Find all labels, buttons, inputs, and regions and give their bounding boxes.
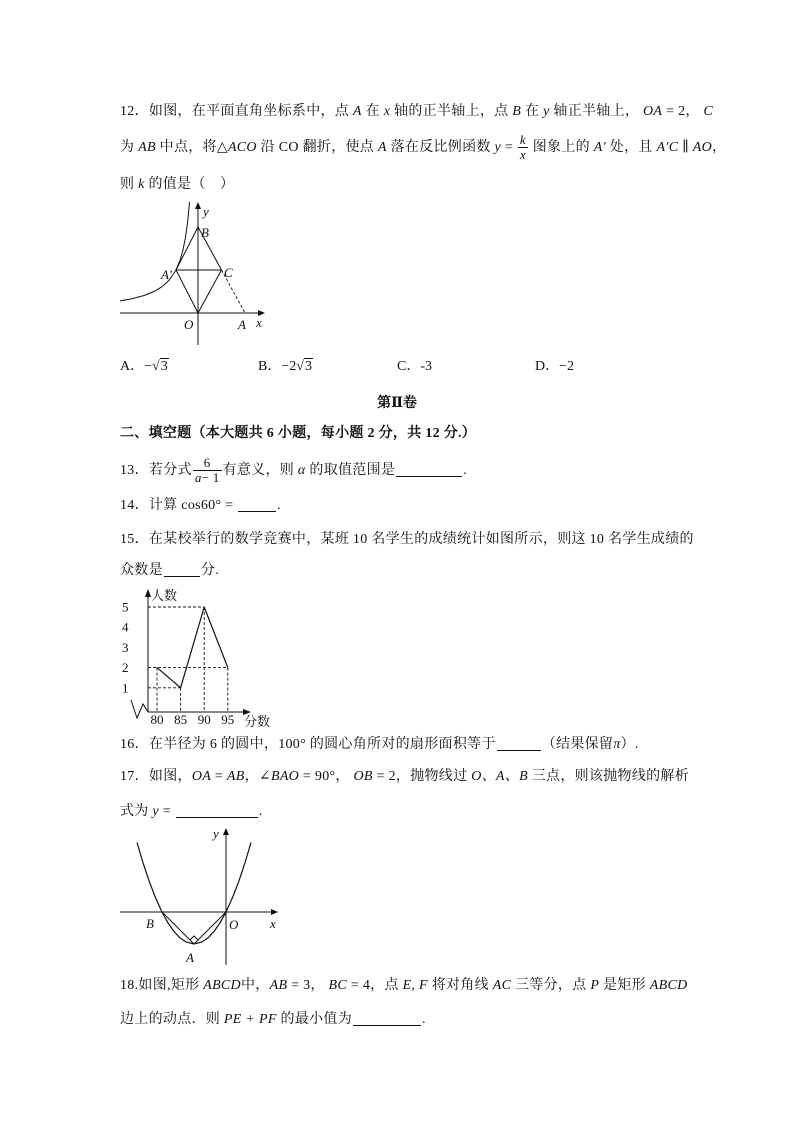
math-var: y <box>543 104 550 119</box>
question-text: 在 <box>365 104 380 119</box>
question-text: 众数是 <box>120 563 163 578</box>
question-text: ， <box>712 140 727 155</box>
math-var: a <box>194 470 202 486</box>
y-tick-label: 5 <box>122 599 129 615</box>
question-text: 轴的正半轴上，点 <box>394 104 509 119</box>
option-sign: − <box>144 359 153 374</box>
q12-line-3 <box>120 175 234 195</box>
point-a-prime-label: A′ <box>161 267 172 282</box>
right-angle-mark <box>190 936 198 940</box>
question-text: 处，且 <box>609 140 653 155</box>
math-var: ABCD <box>203 978 241 993</box>
question-text: 12．如图，在平面直角坐标系中，点 <box>120 104 350 119</box>
q18-line-1 <box>120 976 688 996</box>
angle-value: 100° <box>278 737 307 752</box>
question-text: 的最小值为 <box>280 1012 352 1027</box>
question-text: 中点，将△ <box>159 140 228 155</box>
equals-sign: = <box>504 140 514 155</box>
x-axis-label: x <box>270 916 276 931</box>
q16-line <box>120 735 639 755</box>
q17-line-1 <box>120 767 689 787</box>
q14-line <box>120 496 281 516</box>
y-tick-label: 4 <box>122 619 129 635</box>
option-label: D． <box>535 359 560 374</box>
fraction-denominator: x <box>519 147 526 163</box>
answer-blank <box>396 462 462 477</box>
math-var: α <box>297 463 306 478</box>
math-var: E, F <box>402 978 428 993</box>
question-text: 14．计算 cos60° = <box>120 498 234 513</box>
math-var: AO <box>692 140 713 155</box>
fraction-k-over-x <box>518 133 528 162</box>
q12-line-2 <box>120 133 726 163</box>
q15-line-chart <box>115 582 275 730</box>
question-text: 图象上的 <box>532 140 590 155</box>
question-text: . <box>258 804 263 819</box>
option-label: A． <box>120 359 145 374</box>
option-value: -3 <box>420 359 433 374</box>
data-segment <box>157 668 181 688</box>
answer-blank <box>353 1011 421 1026</box>
math-var: OB <box>353 769 373 784</box>
question-text: = 2，抛物线过 <box>376 769 468 784</box>
question-text: 将对角线 <box>431 978 489 993</box>
x-tick-label: 95 <box>221 712 235 727</box>
question-text: 为 <box>120 140 135 155</box>
y-axis-arrow <box>195 202 201 209</box>
math-var: ABCD <box>649 978 688 993</box>
point-a-label: A <box>238 317 246 332</box>
math-var: AC <box>492 978 512 993</box>
question-text: = 4，点 <box>350 978 399 993</box>
question-text: 18.如图,矩形 <box>120 978 200 993</box>
math-var: O、A、B <box>471 769 528 784</box>
equals-sign: = <box>162 804 171 819</box>
option-value: −2 <box>559 359 575 374</box>
point-c-label: C <box>224 265 233 280</box>
axis-break-zigzag <box>131 700 148 718</box>
y-tick-label: 1 <box>122 680 129 696</box>
math-var: BC <box>328 978 348 993</box>
question-text: ）. <box>620 737 639 752</box>
question-text: 是矩形 <box>603 978 646 993</box>
answer-blank <box>164 562 200 577</box>
question-text: 分. <box>200 563 220 578</box>
question-text: 在 <box>524 104 540 119</box>
question-text: . <box>277 498 281 513</box>
fraction-numerator: 6 <box>203 455 211 471</box>
point-a-label: A <box>186 950 194 965</box>
question-text: 16．在半径为 6 的圆中， <box>120 737 279 752</box>
math-var: PE + PF <box>223 1012 277 1027</box>
x-axis-title: 分数 <box>244 714 271 729</box>
radical-sign: √ <box>152 359 160 374</box>
option-c <box>397 357 432 377</box>
segment-a-o <box>194 912 226 944</box>
question-text: 沿 CO 翻折，使点 <box>260 140 375 155</box>
x-tick-label: 80 <box>150 712 164 727</box>
question-text: 三点，则该抛物线的解析 <box>531 769 690 784</box>
math-var: k <box>138 177 145 192</box>
option-sign: −2 <box>281 359 297 374</box>
q15-line-2 <box>120 561 219 581</box>
x-tick-label: 85 <box>174 712 188 727</box>
question-text: = 3， <box>291 978 325 993</box>
question-text: . <box>422 1012 426 1027</box>
question-text: 三等分，点 <box>515 978 587 993</box>
math-var: y <box>494 140 502 155</box>
math-var: A′C <box>656 140 679 155</box>
math-var: ACO <box>227 140 257 155</box>
hyperbola-curve <box>120 202 190 301</box>
part-title: 第Ⅱ卷 <box>377 396 417 411</box>
question-text: 17．如图， <box>120 769 192 784</box>
answer-blank <box>176 803 258 818</box>
option-a <box>120 357 169 377</box>
denominator-rest: − 1 <box>201 470 220 486</box>
segment-b-a <box>162 912 194 944</box>
y-tick-label: 2 <box>122 660 129 676</box>
data-segment <box>204 607 228 668</box>
section-title: 二、填空题（本大题共 6 小题，每小题 2 分，共 12 分.） <box>120 426 477 441</box>
question-text: 有意义，则 <box>222 463 295 478</box>
radicand: 3 <box>304 359 312 374</box>
math-var: AB <box>269 978 288 993</box>
option-b <box>258 357 313 377</box>
question-text: （结果保留 <box>541 737 614 752</box>
math-var: AB <box>226 769 245 784</box>
question-text: 的取值范围是 <box>309 463 396 478</box>
x-axis-arrow <box>271 909 278 915</box>
math-var: OA <box>643 104 663 119</box>
fraction-6-over-a-minus-1 <box>193 456 222 485</box>
question-text: 落在反比例函数 <box>390 140 491 155</box>
point-o-label: O <box>184 317 194 332</box>
question-text: ，∠ <box>244 769 271 784</box>
math-var: A′ <box>593 140 606 155</box>
q17-figure <box>115 822 285 970</box>
q12-figure <box>110 195 280 350</box>
radical-sign: √ <box>296 359 304 374</box>
q12-line-1 <box>120 102 713 122</box>
y-axis-label: y <box>213 826 219 841</box>
question-text: 式为 <box>120 804 149 819</box>
q13-line <box>120 456 467 486</box>
point-o-label: O <box>229 917 239 932</box>
x-axis-label: x <box>256 315 262 330</box>
point-b-label: B <box>146 916 154 931</box>
question-text: 的值是（ ） <box>148 177 235 192</box>
answer-blank <box>497 736 541 751</box>
fraction-numerator: k <box>519 132 526 148</box>
math-var: A <box>352 104 362 119</box>
equals-sign: = <box>214 769 224 784</box>
option-d <box>535 357 574 377</box>
math-var: P <box>590 978 600 993</box>
point-b-label: B <box>201 225 209 240</box>
segment-a-prime-o <box>176 270 198 313</box>
y-tick-label: 3 <box>122 639 129 655</box>
math-var: B <box>512 104 522 119</box>
y-axis-arrow <box>223 828 229 835</box>
answer-blank <box>238 497 276 512</box>
parallel-sign: ∥ <box>682 140 689 155</box>
math-var: OA <box>191 769 212 784</box>
math-var: π <box>613 737 621 752</box>
question-text: 的圆心角所对的扇形面积等于 <box>309 737 496 752</box>
math-var: x <box>383 104 391 119</box>
data-segment <box>181 607 205 688</box>
question-text: 13．若分式 <box>120 463 192 478</box>
option-label: C． <box>397 359 421 374</box>
radicand: 3 <box>160 359 168 374</box>
y-axis-title: 人数 <box>151 588 178 603</box>
math-var: y <box>152 804 159 819</box>
y-axis-label: y <box>203 204 209 219</box>
option-label: B． <box>258 359 282 374</box>
math-var: C <box>703 104 714 119</box>
math-var: AB <box>138 140 156 155</box>
question-text: = 90°， <box>302 769 350 784</box>
q17-line-2 <box>120 802 263 822</box>
math-var: BAO <box>270 769 300 784</box>
question-text: 中， <box>240 978 270 993</box>
segment-c-o <box>198 270 222 313</box>
question-text: . <box>463 463 468 478</box>
question-text: = 2， <box>666 104 700 119</box>
q15-line-1: 15．在某校举行的数学竞赛中，某班 10 名学生的成绩统计如图所示，则这 10 名学生成绩的 <box>120 532 694 547</box>
fraction-denominator <box>193 470 222 485</box>
segment-b-a-prime <box>176 227 198 270</box>
question-text: 则 <box>120 177 135 192</box>
question-text: 轴正半轴上， <box>553 104 640 119</box>
q18-line-2 <box>120 1010 426 1030</box>
x-tick-label: 90 <box>197 712 211 727</box>
math-var: A <box>377 140 387 155</box>
question-text: 边上的动点．则 <box>120 1012 221 1027</box>
